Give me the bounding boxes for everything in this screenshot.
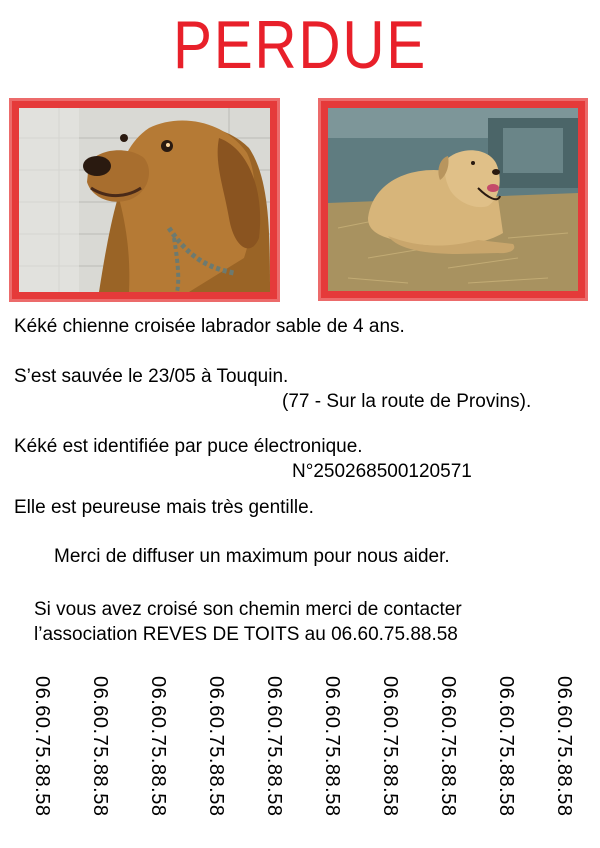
location-text: (77 - Sur la route de Provins). bbox=[282, 391, 532, 412]
tear-off-phone[interactable]: 06.60.75.88.58 bbox=[437, 676, 459, 817]
tear-off-phone[interactable]: 06.60.75.88.58 bbox=[379, 676, 401, 817]
tear-off-phone[interactable]: 06.60.75.88.58 bbox=[205, 676, 227, 817]
tear-off-phone[interactable]: 06.60.75.88.58 bbox=[31, 676, 53, 817]
dog-portrait-photo bbox=[9, 98, 280, 302]
tear-off-phone[interactable]: 06.60.75.88.58 bbox=[89, 676, 111, 817]
contact-line-2: l’association REVES DE TOITS au 06.60.75.88.58 bbox=[34, 624, 458, 645]
contact-line-1: Si vous avez croisé son chemin merci de contacter bbox=[34, 599, 462, 620]
identified-text: Kéké est identifiée par puce électronique. bbox=[14, 436, 363, 457]
tear-off-phone[interactable]: 06.60.75.88.58 bbox=[495, 676, 517, 817]
dog-lying-in-car-photo bbox=[318, 98, 588, 301]
temperament-text: Elle est peureuse mais très gentille. bbox=[14, 497, 314, 518]
tear-off-phone[interactable]: 06.60.75.88.58 bbox=[553, 676, 575, 817]
tear-off-phone[interactable]: 06.60.75.88.58 bbox=[321, 676, 343, 817]
share-text: Merci de diffuser un maximum pour nous aider. bbox=[54, 546, 450, 567]
tear-off-phone[interactable]: 06.60.75.88.58 bbox=[147, 676, 169, 817]
tear-off-phone-strips bbox=[0, 676, 600, 846]
description-text: Kéké chienne croisée labrador sable de 4 ans. bbox=[14, 316, 405, 337]
tear-off-phone[interactable]: 06.60.75.88.58 bbox=[263, 676, 285, 817]
escaped-text: S’est sauvée le 23/05 à Touquin. bbox=[14, 366, 289, 387]
poster-title: PERDUE bbox=[172, 7, 428, 83]
chip-number-text: N°250268500120571 bbox=[292, 461, 472, 482]
